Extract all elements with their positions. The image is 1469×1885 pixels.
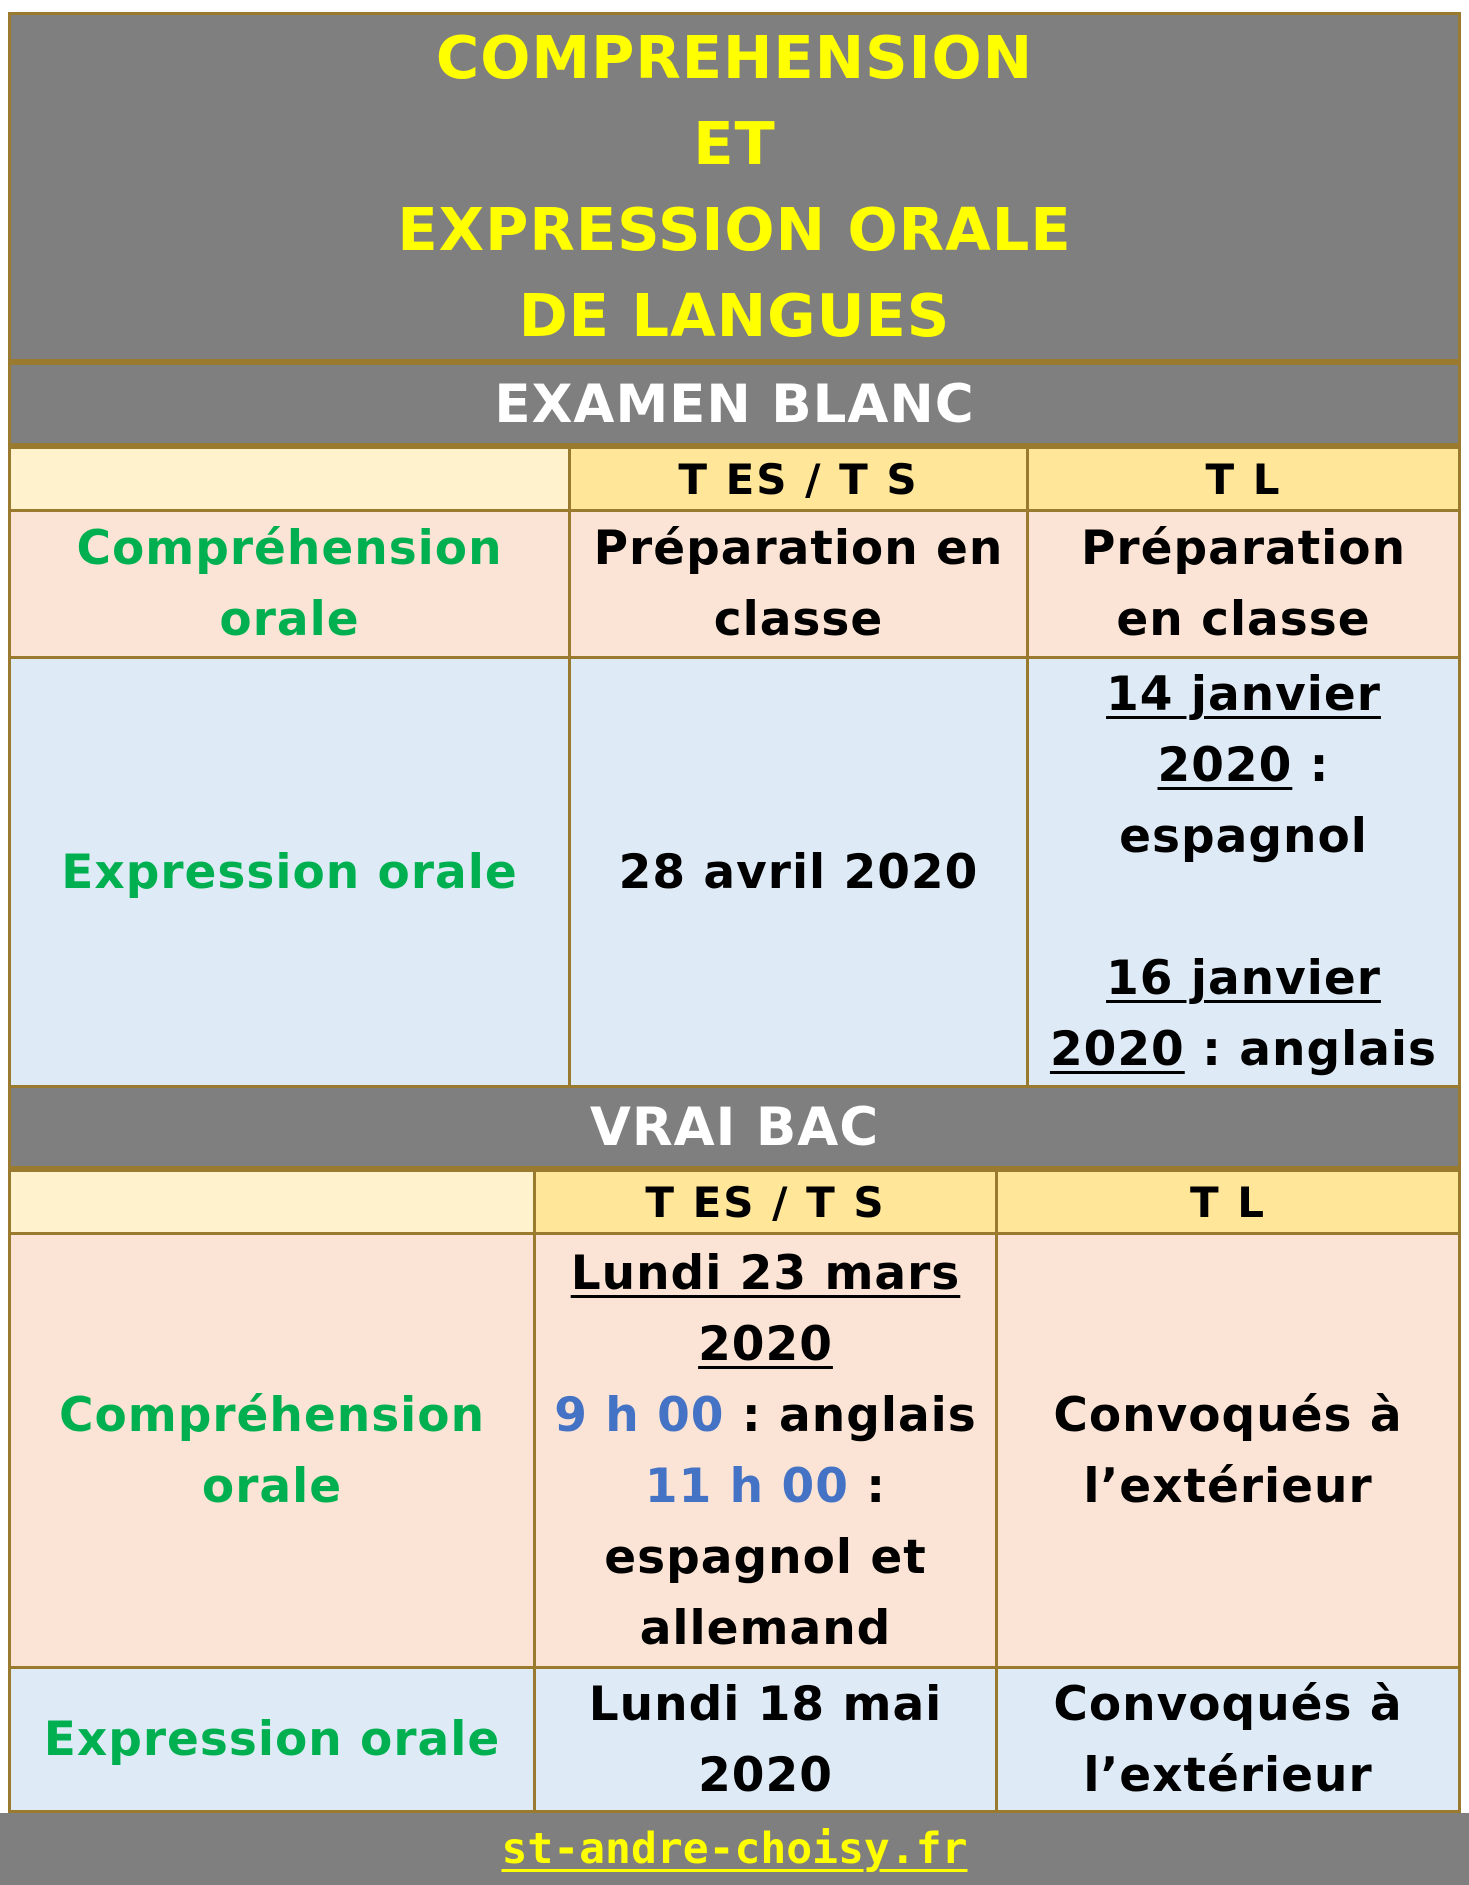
footer-site-link[interactable]: st-andre-choisy.fr — [501, 1824, 968, 1874]
cell-text: l’extérieur — [1083, 1458, 1373, 1514]
date-line — [571, 1238, 961, 1309]
eb-cell-expression-tl — [1026, 656, 1461, 1088]
title-line-2: ET — [693, 109, 776, 178]
language-text: allemand — [639, 1600, 892, 1656]
eb-cell-comprehension-tes — [568, 509, 1029, 659]
language-text: espagnol — [1119, 809, 1368, 864]
tl-date-line — [1050, 1014, 1437, 1085]
separator: : — [1292, 738, 1330, 793]
tl-date-line — [1106, 943, 1381, 1014]
vb-cell-comprehension-tl — [995, 1232, 1461, 1669]
row-label-line: Expression orale — [43, 1712, 501, 1767]
vb-row-label-comprehension — [8, 1232, 536, 1669]
cell-text: classe — [713, 592, 884, 647]
title-line-4: DE LANGUES — [518, 281, 951, 350]
row-label-line: orale — [201, 1458, 343, 1514]
date-underlined: 2020 — [1049, 1022, 1185, 1077]
cell-text: 2020 — [698, 1747, 833, 1803]
eb-header-empty — [8, 446, 571, 512]
time-text: 11 h 00 — [644, 1458, 849, 1514]
title-line-3: EXPRESSION ORALE — [397, 195, 1072, 264]
date-underlined: 14 janvier — [1106, 667, 1381, 722]
row-label-line: orale — [219, 592, 360, 647]
separator: : — [848, 1458, 887, 1514]
time-line — [554, 1380, 977, 1451]
language-text: : anglais — [724, 1387, 977, 1443]
main-title — [8, 12, 1461, 362]
row-label-line: Compréhension — [76, 521, 503, 576]
vb-header-empty — [8, 1169, 536, 1235]
language-text: : anglais — [1184, 1022, 1438, 1077]
cell-text: l’extérieur — [1083, 1747, 1373, 1803]
date-line — [698, 1309, 833, 1380]
eb-row-label-comprehension — [8, 509, 571, 659]
vb-cell-expression-tl — [995, 1666, 1461, 1813]
cell-text: Convoqués à — [1053, 1387, 1403, 1443]
date-underlined: 2020 — [698, 1316, 833, 1372]
column-header-text: T L — [1189, 1177, 1267, 1227]
date-underlined: 2020 — [1157, 738, 1293, 793]
time-line — [645, 1451, 886, 1522]
cell-text: Lundi 18 mai — [588, 1676, 943, 1732]
cell-text: Préparation en — [593, 521, 1004, 576]
vb-col-header-tes-ts — [533, 1169, 998, 1235]
vb-cell-expression-tes — [533, 1666, 998, 1813]
column-header-text: T ES / T S — [645, 1177, 886, 1227]
vb-row-label-expression — [8, 1666, 536, 1813]
tl-date-line — [1158, 730, 1330, 801]
cell-text: Préparation — [1080, 521, 1407, 576]
date-underlined: Lundi 23 mars — [570, 1245, 961, 1301]
eb-col-header-tes-ts — [568, 446, 1029, 512]
language-text: espagnol et — [604, 1529, 927, 1585]
tl-date-line — [1106, 659, 1381, 730]
cell-text: 28 avril 2020 — [618, 844, 979, 900]
date-underlined: 16 janvier — [1106, 951, 1381, 1006]
vb-col-header-tl — [995, 1169, 1461, 1235]
row-label-line: Compréhension — [58, 1387, 486, 1443]
vb-cell-comprehension-tes — [533, 1232, 998, 1669]
eb-cell-comprehension-tl — [1026, 509, 1461, 659]
eb-cell-expression-tes — [568, 656, 1029, 1088]
title-line-1: COMPREHENSION — [435, 23, 1034, 92]
cell-text: en classe — [1116, 592, 1371, 647]
time-text: 9 h 00 — [554, 1387, 725, 1443]
footer-bar — [0, 1813, 1469, 1885]
section-heading-examen-blanc — [8, 362, 1461, 446]
row-label-line: Expression orale — [61, 844, 518, 900]
cell-text: Convoqués à — [1053, 1676, 1403, 1732]
section-heading-text: VRAI BAC — [589, 1096, 880, 1158]
eb-col-header-tl — [1026, 446, 1461, 512]
column-header-text: T L — [1205, 454, 1282, 504]
eb-row-label-expression — [8, 656, 571, 1088]
section-heading-vrai-bac — [8, 1085, 1461, 1169]
column-header-text: T ES / T S — [678, 454, 919, 504]
section-heading-text: EXAMEN BLANC — [494, 373, 975, 435]
